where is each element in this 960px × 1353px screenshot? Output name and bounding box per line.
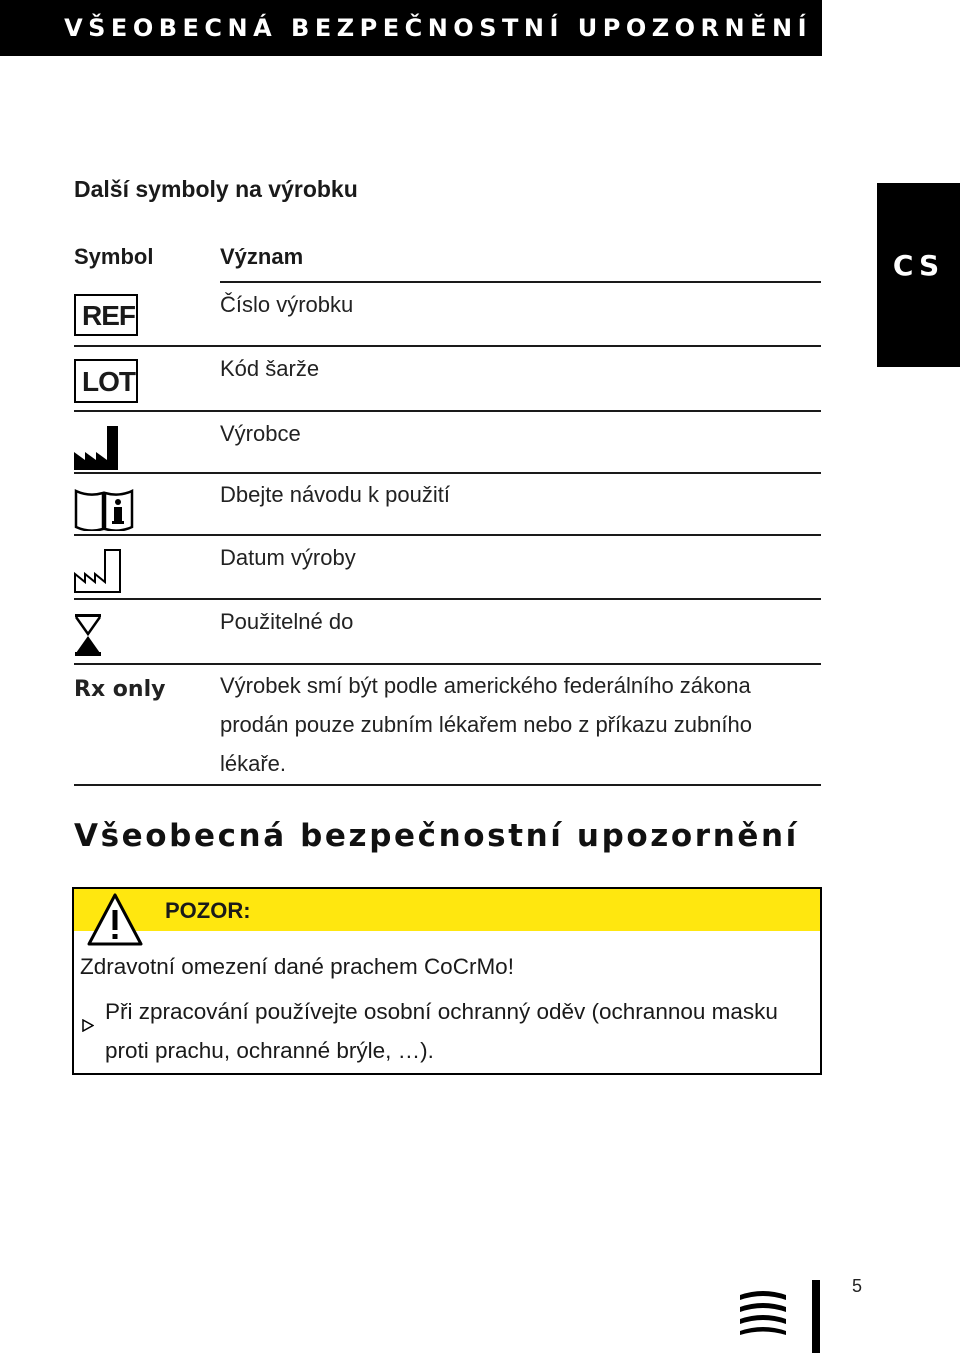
- instructions-icon: [74, 489, 134, 536]
- symbols-section-title: Další symboly na výrobku: [74, 176, 358, 202]
- hourglass-icon: [75, 614, 101, 661]
- symbol-row: [74, 600, 821, 663]
- warning-triangle-icon: [86, 892, 144, 953]
- language-tab: CS: [877, 183, 960, 367]
- rx-only-label: Rx only: [74, 677, 166, 702]
- safety-section-title: Všeobecná bezpečnostní upozornění: [74, 818, 799, 854]
- symbol-row: [74, 283, 821, 345]
- symbol-column-header: Symbol: [74, 244, 154, 269]
- warning-hazard-text: Zdravotní omezení dané prachem CoCrMo!: [80, 954, 514, 979]
- lot-box-icon: LOT: [74, 359, 138, 403]
- warning-box: [72, 887, 822, 1075]
- bullet-triangle-icon: [82, 1005, 94, 1044]
- page-header: VŠEOBECNÁ BEZPEČNOSTNÍ UPOZORNĚNÍ: [0, 0, 822, 56]
- row-meaning: Datum výroby: [220, 545, 356, 570]
- warning-instruction-text: Při zpracování používejte osobní ochranný oděv (ochrannou masku proti prachu, ochranné brýle, …).: [105, 999, 778, 1063]
- row-meaning: Číslo výrobku: [220, 292, 354, 317]
- row-meaning: Dbejte návodu k použití: [220, 482, 450, 507]
- page-number: 5: [852, 1276, 863, 1296]
- manufacture-date-icon: [74, 548, 122, 599]
- warning-instruction: [82, 992, 812, 1070]
- row-meaning: Kód šarže: [220, 356, 320, 381]
- ref-box-icon: REF: [74, 294, 138, 336]
- warning-label: POZOR:: [165, 898, 251, 923]
- row-meaning: Výrobek smí být podle amerického federálního zákona prodán pouze zubním lékařem nebo z příkazu zubního lékaře.: [220, 673, 752, 776]
- footer-vertical-bar: [812, 1280, 820, 1353]
- brand-logo-icon: [738, 1287, 788, 1340]
- row-meaning: Výrobce: [220, 421, 301, 446]
- row-meaning: Použitelné do: [220, 609, 354, 634]
- symbol-row: [74, 347, 821, 410]
- manufacturer-icon: [74, 424, 120, 475]
- symbol-row: [74, 536, 821, 598]
- meaning-column-header: Význam: [220, 244, 304, 269]
- symbol-row: [74, 412, 821, 472]
- symbol-row: [74, 474, 821, 534]
- table-bottom-rule: [74, 784, 821, 786]
- symbol-row: [74, 665, 821, 785]
